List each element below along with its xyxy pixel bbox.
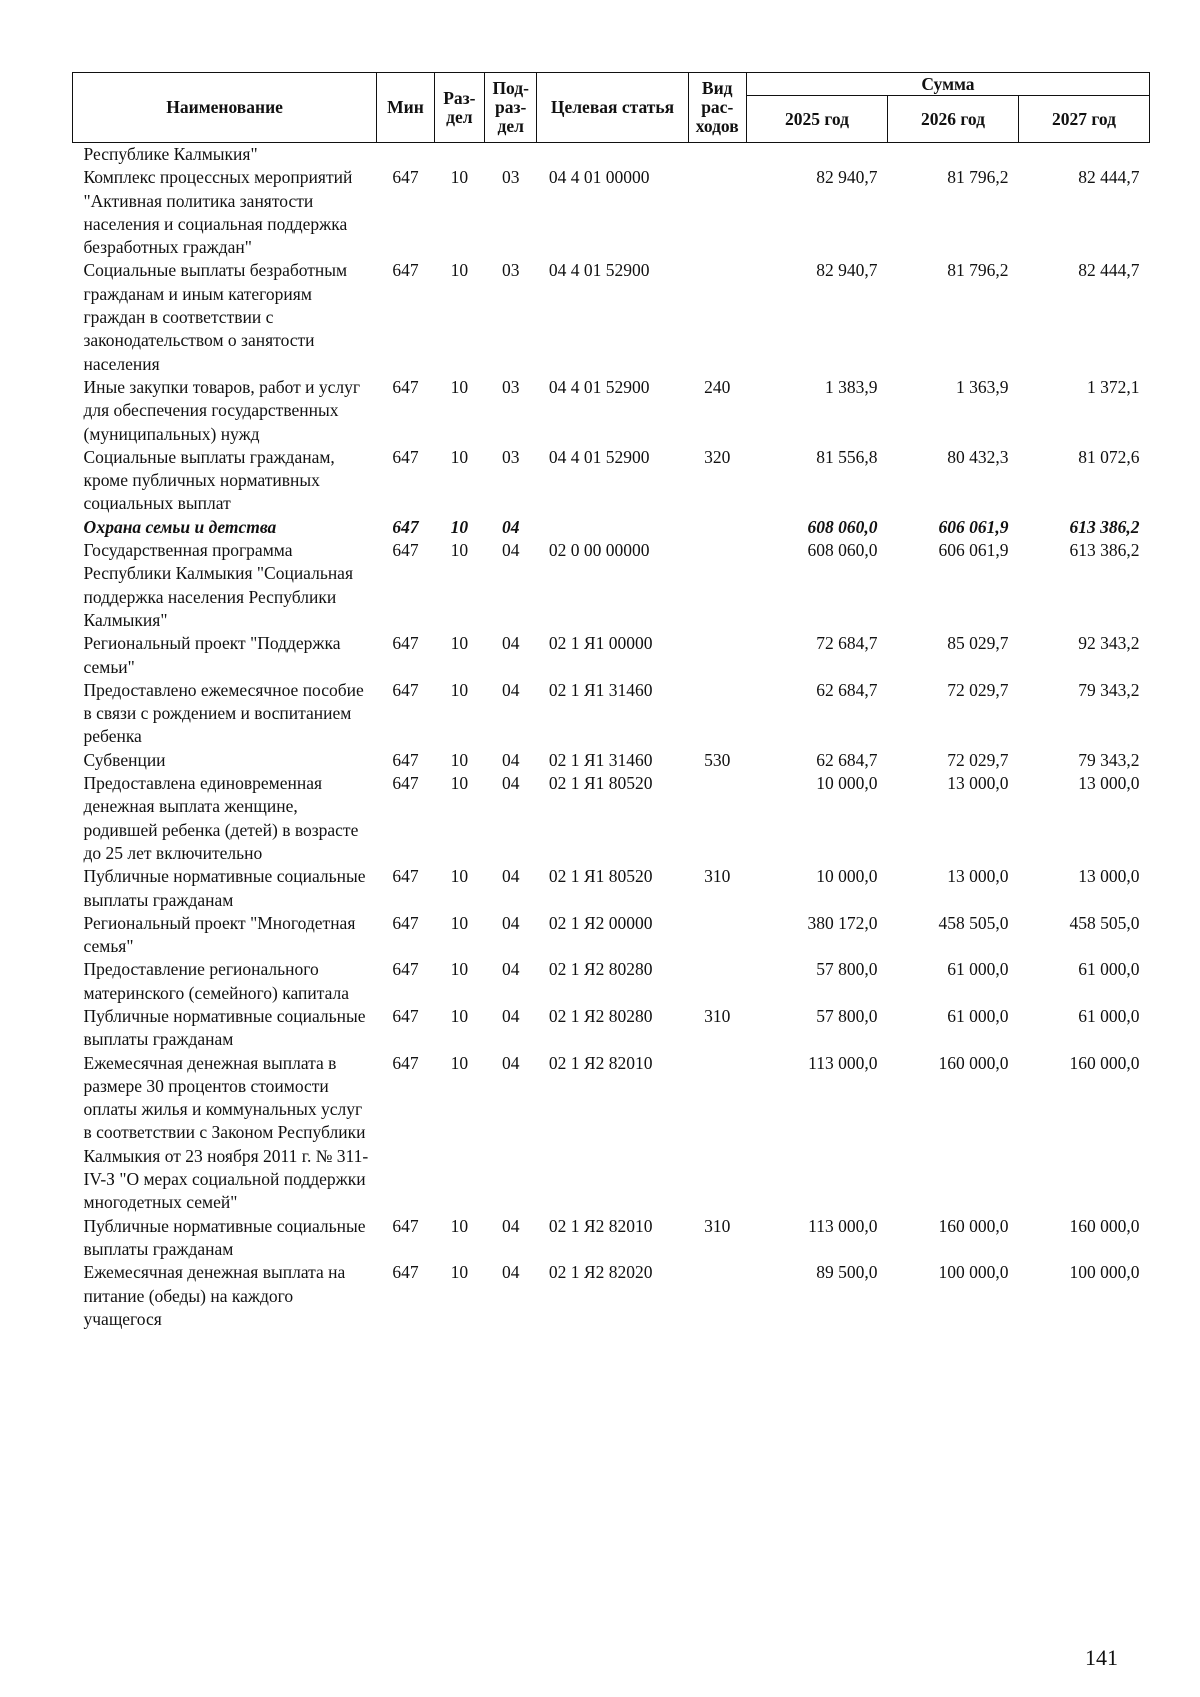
row-amount-2026: 13 000,0 — [947, 866, 1009, 887]
row-name: Ежемесячная денежная выплата на питание (обеды) на каждого учащегося — [83, 1262, 346, 1329]
row-amount-2025: 1 383,9 — [824, 376, 878, 397]
row-vid — [688, 1052, 746, 1215]
row-celevaya: 02 1 Я1 80520 — [548, 866, 653, 887]
row-amount-2026: 72 029,7 — [947, 749, 1009, 770]
row-celevaya: 02 1 Я1 31460 — [548, 679, 653, 700]
row-razdel: 10 — [450, 516, 469, 537]
row-vid: 310 — [704, 1005, 731, 1026]
row-amount-2027: 79 343,2 — [1078, 679, 1140, 700]
row-amount-2027: 100 000,0 — [1069, 1262, 1140, 1283]
row-celevaya: 02 1 Я2 82020 — [548, 1262, 653, 1283]
row-vid — [688, 772, 746, 865]
row-min — [377, 143, 434, 167]
row-vid — [688, 143, 746, 167]
row-min: 647 — [392, 446, 419, 467]
row-name: Предоставление регионального материнского (семейного) капитала — [83, 959, 350, 1003]
row-razdel: 10 — [450, 540, 469, 561]
row-razdel — [434, 143, 484, 167]
row-name: Социальные выплаты гражданам, кроме публичных нормативных социальных выплат — [83, 446, 335, 514]
row-amount-2025: 89 500,0 — [816, 1262, 878, 1283]
row-razdel: 10 — [450, 446, 469, 467]
row-vid — [688, 259, 746, 375]
row-amount-2025: 113 000,0 — [808, 1215, 878, 1236]
row-min: 647 — [392, 773, 419, 794]
row-amount-2025: 10 000,0 — [816, 773, 878, 794]
table-row — [73, 166, 1150, 259]
row-razdel: 10 — [450, 1215, 469, 1236]
row-min: 647 — [392, 1262, 419, 1283]
row-podrazdel: 03 — [501, 260, 520, 281]
row-amount-2025: 10 000,0 — [816, 866, 878, 887]
row-amount-2027: 82 444,7 — [1078, 260, 1140, 281]
row-amount-2027: 81 072,6 — [1078, 446, 1140, 467]
table-row — [73, 516, 1150, 539]
row-amount-2027: 13 000,0 — [1078, 866, 1140, 887]
row-vid: 310 — [704, 1215, 731, 1236]
row-vid: 240 — [704, 376, 731, 397]
table-row — [73, 1052, 1150, 1215]
row-amount-2027: 79 343,2 — [1078, 749, 1140, 770]
row-amount-2026: 13 000,0 — [947, 773, 1009, 794]
table-row — [73, 446, 1150, 516]
row-amount-2026: 72 029,7 — [947, 679, 1009, 700]
row-amount-2025: 57 800,0 — [816, 959, 878, 980]
row-amount-2026: 100 000,0 — [938, 1262, 1009, 1283]
row-amount-2025: 608 060,0 — [807, 516, 878, 537]
row-celevaya: 04 4 01 52900 — [548, 260, 650, 281]
row-min: 647 — [392, 1052, 419, 1073]
row-razdel: 10 — [450, 167, 469, 188]
row-podrazdel: 04 — [501, 959, 520, 980]
row-vid: 310 — [704, 866, 731, 887]
row-amount-2025: 62 684,7 — [816, 679, 878, 700]
table-row — [73, 143, 1150, 167]
table-row — [73, 679, 1150, 749]
row-amount-2026: 160 000,0 — [938, 1215, 1009, 1236]
row-podrazdel: 04 — [501, 679, 520, 700]
row-razdel: 10 — [450, 959, 469, 980]
row-vid — [688, 166, 746, 259]
row-amount-2025: 113 000,0 — [808, 1052, 878, 1073]
header-2026: 2026 год — [887, 96, 1018, 143]
row-celevaya: 02 0 00 00000 — [548, 540, 650, 561]
row-min: 647 — [392, 912, 419, 933]
row-razdel: 10 — [450, 260, 469, 281]
header-min: Мин — [377, 73, 434, 143]
row-podrazdel: 04 — [501, 866, 520, 887]
row-celevaya: 02 1 Я2 82010 — [548, 1052, 653, 1073]
table-row — [73, 1005, 1150, 1052]
row-amount-2025: 380 172,0 — [807, 912, 878, 933]
row-vid — [688, 632, 746, 679]
row-podrazdel — [485, 143, 537, 167]
row-razdel: 10 — [450, 1262, 469, 1283]
row-celevaya: 02 1 Я2 82010 — [548, 1215, 653, 1236]
row-amount-2026: 81 796,2 — [947, 260, 1009, 281]
row-amount-2025: 82 940,7 — [816, 167, 878, 188]
row-name: Ежемесячная денежная выплата в размере 30 процентов стоимости оплаты жилья и коммунальных услуг в соответствии с Законом Республики Калмыкия от 23 ноября 2011 г. № 311-IV-З "О мерах социальной поддержки многодетных семей" — [83, 1052, 369, 1213]
row-amount-2025: 57 800,0 — [816, 1005, 878, 1026]
row-razdel: 10 — [450, 912, 469, 933]
row-podrazdel: 04 — [501, 1215, 520, 1236]
table-row — [73, 958, 1150, 1005]
header-podrazdel: Под-раз-дел — [485, 73, 537, 143]
row-razdel: 10 — [450, 1005, 469, 1026]
row-amount-2025: 82 940,7 — [816, 260, 878, 281]
row-min: 647 — [392, 516, 419, 537]
row-amount-2027 — [1018, 143, 1149, 167]
row-name: Государственная программа Республики Калмыкия "Социальная поддержка населения Республики Калмыкия" — [83, 540, 353, 630]
row-vid: 320 — [704, 446, 731, 467]
row-min: 647 — [392, 749, 419, 770]
row-min: 647 — [392, 679, 419, 700]
header-vid: Вид рас-ходов — [688, 73, 746, 143]
row-amount-2027: 82 444,7 — [1078, 167, 1140, 188]
row-amount-2027: 160 000,0 — [1069, 1215, 1140, 1236]
row-podrazdel: 03 — [501, 167, 520, 188]
row-podrazdel: 04 — [501, 633, 520, 654]
header-name: Наименование — [73, 73, 377, 143]
row-name: Охрана семьи и детства — [83, 516, 277, 537]
row-podrazdel: 04 — [501, 773, 520, 794]
row-amount-2026: 160 000,0 — [938, 1052, 1009, 1073]
row-amount-2026 — [887, 143, 1018, 167]
row-name: Предоставлена единовременная денежная выплата женщине, родившей ребенка (детей) в возрасте до 25 лет включительно — [83, 773, 359, 863]
table-row — [73, 539, 1150, 632]
row-celevaya: 02 1 Я2 80280 — [548, 1005, 653, 1026]
page-number: 141 — [1085, 1645, 1118, 1670]
row-min: 647 — [392, 376, 419, 397]
row-razdel: 10 — [450, 1052, 469, 1073]
row-amount-2026: 458 505,0 — [938, 912, 1009, 933]
row-amount-2027: 61 000,0 — [1078, 1005, 1140, 1026]
row-podrazdel: 04 — [501, 912, 520, 933]
header-razdel: Раз-дел — [434, 73, 484, 143]
row-amount-2027: 13 000,0 — [1078, 773, 1140, 794]
row-podrazdel: 04 — [501, 540, 520, 561]
row-celevaya: 02 1 Я1 80520 — [548, 773, 653, 794]
row-podrazdel: 03 — [501, 376, 520, 397]
row-vid — [688, 679, 746, 749]
row-razdel: 10 — [450, 679, 469, 700]
row-amount-2025: 608 060,0 — [807, 540, 878, 561]
row-podrazdel: 03 — [501, 446, 520, 467]
row-podrazdel: 04 — [501, 1005, 520, 1026]
row-celevaya: 02 1 Я2 00000 — [548, 912, 653, 933]
row-amount-2027: 613 386,2 — [1069, 516, 1140, 537]
row-podrazdel: 04 — [501, 1262, 520, 1283]
row-amount-2025: 72 684,7 — [816, 633, 878, 654]
row-podrazdel: 04 — [501, 749, 520, 770]
table-row — [73, 376, 1150, 446]
row-celevaya — [537, 143, 688, 167]
row-celevaya: 04 4 01 00000 — [548, 167, 650, 188]
row-amount-2026: 80 432,3 — [947, 446, 1009, 467]
row-vid — [688, 516, 746, 539]
row-name: Комплекс процессных мероприятий "Активная политика занятости населения и социальная поддержка безработных граждан" — [83, 167, 353, 258]
row-amount-2025 — [746, 143, 887, 167]
table-body — [73, 143, 1150, 1332]
row-razdel: 10 — [450, 633, 469, 654]
table-row — [73, 865, 1150, 912]
row-vid — [688, 912, 746, 959]
header-2025: 2025 год — [746, 96, 887, 143]
row-name: Публичные нормативные социальные выплаты гражданам — [83, 866, 366, 910]
row-name: Субвенции — [83, 749, 166, 770]
row-razdel: 10 — [450, 749, 469, 770]
table-row — [73, 632, 1150, 679]
row-razdel: 10 — [450, 376, 469, 397]
table-row — [73, 772, 1150, 865]
row-amount-2026: 85 029,7 — [947, 633, 1009, 654]
row-name: Иные закупки товаров, работ и услуг для обеспечения государственных (муниципальных) нужд — [83, 376, 361, 444]
row-podrazdel: 04 — [501, 516, 520, 537]
row-razdel: 10 — [450, 866, 469, 887]
table-row — [73, 259, 1150, 375]
row-amount-2025: 62 684,7 — [816, 749, 878, 770]
row-celevaya: 04 4 01 52900 — [548, 446, 650, 467]
row-celevaya: 02 1 Я2 80280 — [548, 959, 653, 980]
row-amount-2027: 458 505,0 — [1069, 912, 1140, 933]
row-name: Региональный проект "Поддержка семьи" — [83, 633, 341, 677]
row-min: 647 — [392, 1215, 419, 1236]
header-summa: Сумма — [746, 73, 1149, 96]
row-min: 647 — [392, 1005, 419, 1026]
row-name: Предоставлено ежемесячное пособие в связи с рождением и воспитанием ребенка — [83, 679, 364, 747]
table-row — [73, 912, 1150, 959]
row-podrazdel: 04 — [501, 1052, 520, 1073]
row-vid — [688, 958, 746, 1005]
row-amount-2025: 81 556,8 — [816, 446, 878, 467]
table-row — [73, 749, 1150, 772]
row-name: Социальные выплаты безработным гражданам и иным категориям граждан в соответствии с законодательством о занятости населения — [83, 260, 348, 374]
row-name: Публичные нормативные социальные выплаты гражданам — [83, 1215, 366, 1259]
row-celevaya — [537, 516, 688, 539]
row-name: Республике Калмыкия" — [83, 144, 258, 164]
row-min: 647 — [392, 866, 419, 887]
table-header — [73, 73, 1150, 143]
row-amount-2026: 61 000,0 — [947, 959, 1009, 980]
table-row — [73, 1215, 1150, 1262]
row-min: 647 — [392, 633, 419, 654]
row-amount-2026: 606 061,9 — [938, 540, 1009, 561]
row-vid: 530 — [704, 749, 731, 770]
row-amount-2027: 160 000,0 — [1069, 1052, 1140, 1073]
row-amount-2027: 613 386,2 — [1069, 540, 1140, 561]
row-amount-2027: 92 343,2 — [1078, 633, 1140, 654]
row-razdel: 10 — [450, 773, 469, 794]
row-amount-2027: 1 372,1 — [1087, 376, 1140, 397]
row-min: 647 — [392, 959, 419, 980]
row-name: Публичные нормативные социальные выплаты гражданам — [83, 1005, 366, 1050]
row-name: Региональный проект "Многодетная семья" — [83, 912, 356, 957]
row-vid — [688, 1261, 746, 1331]
row-amount-2026: 1 363,9 — [955, 376, 1009, 397]
row-min: 647 — [392, 260, 419, 281]
row-amount-2026: 61 000,0 — [947, 1005, 1009, 1026]
row-amount-2026: 81 796,2 — [947, 167, 1009, 188]
row-amount-2027: 61 000,0 — [1078, 959, 1140, 980]
header-2027: 2027 год — [1018, 96, 1149, 143]
row-celevaya: 02 1 Я1 31460 — [548, 749, 653, 770]
table-row — [73, 1261, 1150, 1331]
row-amount-2026: 606 061,9 — [938, 516, 1009, 537]
budget-table — [72, 72, 1150, 1331]
row-min: 647 — [392, 540, 419, 561]
row-celevaya: 04 4 01 52900 — [548, 376, 650, 397]
row-vid — [688, 539, 746, 632]
row-celevaya: 02 1 Я1 00000 — [548, 633, 653, 654]
header-celevaya: Целевая статья — [537, 73, 688, 143]
row-min: 647 — [392, 167, 419, 188]
